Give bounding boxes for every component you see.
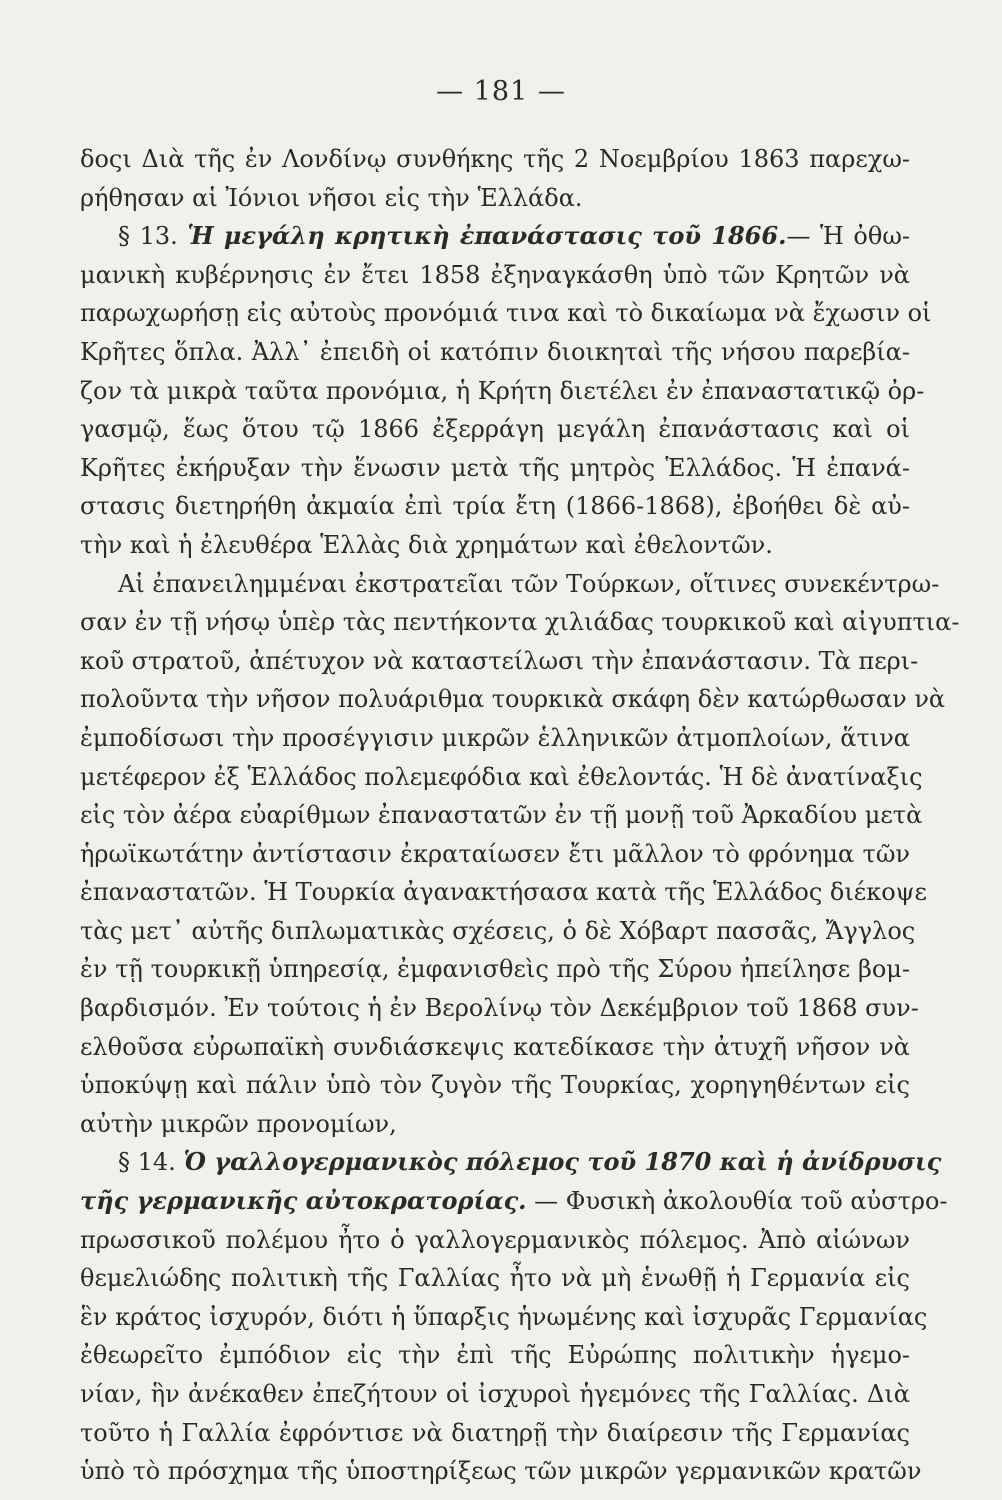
text-segment: τὴν καὶ ἡ ἐλευθέρα Ἑλλὰς διὰ χρημάτων καὶ ἐθελοντῶν. <box>80 530 773 559</box>
text-segment: βαρδισμόν. Ἐν τούτοις ἡ ἐν Βερολίνῳ τὸν Δεκέμβριον τοῦ 1868 συν- <box>80 994 919 1023</box>
text-line <box>80 835 910 874</box>
text-segment: Κρῆτες ἐκήρυξαν τὴν ἕνωσιν μετὰ τῆς μητρὸς Ἑλλάδος. Ἡ ἐπανά- <box>80 453 910 482</box>
text-line <box>80 140 910 179</box>
text-segment: ἐθεωρεῖτο ἐμπόδιον εἰς τὴν ἐπὶ τῆς Εὐρώπης πολιτικὴν ἡγεμο- <box>80 1341 910 1370</box>
text-line <box>80 1298 928 1337</box>
text-segment: ἐπαναστατῶν. Ἡ Τουρκία ἀγανακτήσασα κατὰ τῆς Ἑλλάδος διέκοψε <box>80 878 927 907</box>
text-line <box>80 565 940 604</box>
text-segment: ὑποκύψῃ καὶ πάλιν ὑπὸ τὸν ζυγὸν τῆς Τουρκίας, χορηγηθέντων εἰς <box>80 1071 910 1100</box>
text-segment: ἡρωϊκωτάτην ἀντίστασιν ἐκραταίωσεν ἔτι μᾶλλον τὸ φρόνημα τῶν <box>80 839 910 868</box>
text-line <box>80 1105 910 1144</box>
text-line <box>80 294 932 333</box>
text-line <box>80 1182 948 1221</box>
text-line <box>80 1143 942 1182</box>
text-line <box>80 873 927 912</box>
body-text <box>80 140 960 1491</box>
text-line <box>80 680 946 719</box>
text-segment: κοῦ στρατοῦ, ἀπέτυχον νὰ καταστείλωσι τὴν ἐπανάστασιν. Τὰ περι- <box>80 646 919 675</box>
page-number: — 181 — <box>436 76 566 107</box>
text-line <box>80 912 916 951</box>
text-line <box>80 1414 910 1453</box>
text-line <box>80 410 910 449</box>
text-line <box>80 1221 910 1260</box>
text-line <box>80 603 960 642</box>
text-segment: ἐμποδίσωσι τὴν προσέγγισιν μικρῶν ἑλληνικῶν ἀτμοπλοίων, ἅτινα <box>80 723 910 752</box>
text-segment: Αἱ ἐπανειλημμέναι ἐκστρατεῖαι τῶν Τούρκων, οἵτινες συνεκέντρω- <box>118 569 940 598</box>
text-segment: — Ἡ ὀθω- <box>786 222 910 251</box>
text-line <box>80 642 919 681</box>
text-segment: στασις διετηρήθη ἀκμαία ἐπὶ τρία ἔτη (1866-1868), ἐβοήθει δὲ αὐ- <box>80 492 910 521</box>
text-segment: αὐτὴν μικρῶν προνομίων, <box>80 1109 397 1138</box>
text-line <box>80 719 910 758</box>
text-segment: πολοῦντα τὴν νῆσον πολυάριθμα τουρκικὰ σκάφη δὲν κατώρθωσαν νὰ <box>80 685 946 714</box>
text-line <box>80 1066 910 1105</box>
text-segment: — Φυσικὴ ἀκολουθία τοῦ αὐστρο- <box>526 1187 948 1216</box>
text-line <box>80 989 919 1028</box>
text-segment: § 13. <box>118 222 188 251</box>
text-line <box>80 1336 910 1375</box>
text-line <box>80 372 925 411</box>
text-segment: γασμῷ, ἕως ὅτου τῷ 1866 ἐξερράγη μεγάλη ἐπανάστασις καὶ οἱ <box>80 415 910 444</box>
text-line <box>80 256 910 295</box>
text-segment: εἰς τὸν ἀέρα εὐαρίθμων ἐπαναστατῶν ἐν τῇ μονῇ τοῦ Ἀρκαδίου μετὰ <box>80 801 923 830</box>
text-segment: πρωσσικοῦ πολέμου ἦτο ὁ γαλλογερμανικὸς πόλεμος. Ἀπὸ αἰώνων <box>80 1225 910 1254</box>
text-segment: § 14. <box>118 1148 184 1177</box>
text-line <box>80 487 910 526</box>
text-line <box>80 1452 922 1491</box>
text-segment: σαν ἐν τῇ νήσῳ ὑπὲρ τὰς πεντήκοντα χιλιάδας τουρκικοῦ καὶ αἰγυπτια- <box>80 608 960 637</box>
text-line <box>80 1259 910 1298</box>
text-segment: τοῦτο ἡ Γαλλία ἐφρόντισε νὰ διατηρῇ τὴν διαίρεσιν τῆς Γερμανίας <box>80 1418 910 1447</box>
text-line <box>80 217 910 256</box>
text-segment: μετέφερον ἐξ Ἑλλάδος πολεμεφόδια καὶ ἐθελοντάς. Ἡ δὲ ἀνατίναξις <box>80 762 923 791</box>
text-segment: μανικὴ κυβέρνησις ἐν ἔτει 1858 ἐξηναγκάσθη ὑπὸ τῶν Κρητῶν νὰ <box>80 260 910 289</box>
section-heading: Ὁ γαλλογερμανικὸς πόλεμος τοῦ 1870 καὶ ἡ ἀνίδρυσις <box>183 1147 942 1177</box>
text-segment: ὑπὸ τὸ πρόσχημα τῆς ὑποστηρίξεως τῶν μικρῶν γερμανικῶν κρατῶν <box>80 1457 922 1486</box>
text-line <box>80 758 923 797</box>
text-segment: ἐν τῇ τουρκικῇ ὑπηρεσίᾳ, ἐμφανισθεὶς πρὸ τῆς Σύρου ἠπείλησε βομ- <box>80 955 910 984</box>
text-segment: ελθοῦσα εὐρωπαϊκὴ συνδιάσκεψις κατεδίκασε τὴν ἀτυχῆ νῆσον νὰ <box>80 1032 910 1061</box>
text-line <box>80 1375 910 1414</box>
text-segment: ἓν κράτος ἰσχυρόν, διότι ἡ ὕπαρξις ἡνωμένης καὶ ἰσχυρᾶς Γερμανίας <box>80 1302 928 1331</box>
text-segment: τὰς μετ᾿ αὐτῆς διπλωματικὰς σχέσεις, ὁ δὲ Χόβαρτ πασσᾶς, Ἄγγλος <box>80 916 916 945</box>
section-heading: τῆς γερμανικῆς αὐτοκρατορίας. <box>80 1186 527 1216</box>
text-segment: ζον τὰ μικρὰ ταῦτα προνόμια, ἡ Κρήτη διετέλει ἐν ἐπαναστατικῷ ὀρ- <box>80 376 925 405</box>
text-line <box>80 179 910 218</box>
text-segment: ρήθησαν αἱ Ἰόνιοι νῆσοι εἰς τὴν Ἑλλάδα. <box>80 183 583 212</box>
text-line <box>80 796 923 835</box>
text-segment: παρωχωρήσῃ εἰς αὐτοὺς προνόμιά τινα καὶ τὸ δικαίωμα νὰ ἔχωσιν οἱ <box>80 299 932 328</box>
text-segment: δοςι Διὰ τῆς ἐν Λονδίνῳ συνθήκης τῆς 2 Νοεμβρίου 1863 παρεχω- <box>80 145 910 173</box>
text-segment: νίαν, ἣν ἀνέκαθεν ἐπεζήτουν οἱ ἰσχυροὶ ἡγεμόνες τῆς Γαλλίας. Διὰ <box>80 1380 910 1408</box>
text-line <box>80 1028 910 1067</box>
section-heading: Ἡ μεγάλη κρητικὴ ἐπανάστασις τοῦ 1866. <box>187 221 787 251</box>
text-line <box>80 526 910 565</box>
text-segment: Κρῆτες ὅπλα. Ἀλλ᾿ ἐπειδὴ οἱ κατόπιν διοικηταὶ τῆς νήσου παρεβία- <box>80 337 910 366</box>
text-line <box>80 449 910 488</box>
text-line <box>80 950 910 989</box>
text-line <box>80 333 910 372</box>
text-segment: θεμελιώδης πολιτικὴ τῆς Γαλλίας ἦτο νὰ μὴ ἑνωθῇ ἡ Γερμανία εἰς <box>80 1264 910 1293</box>
